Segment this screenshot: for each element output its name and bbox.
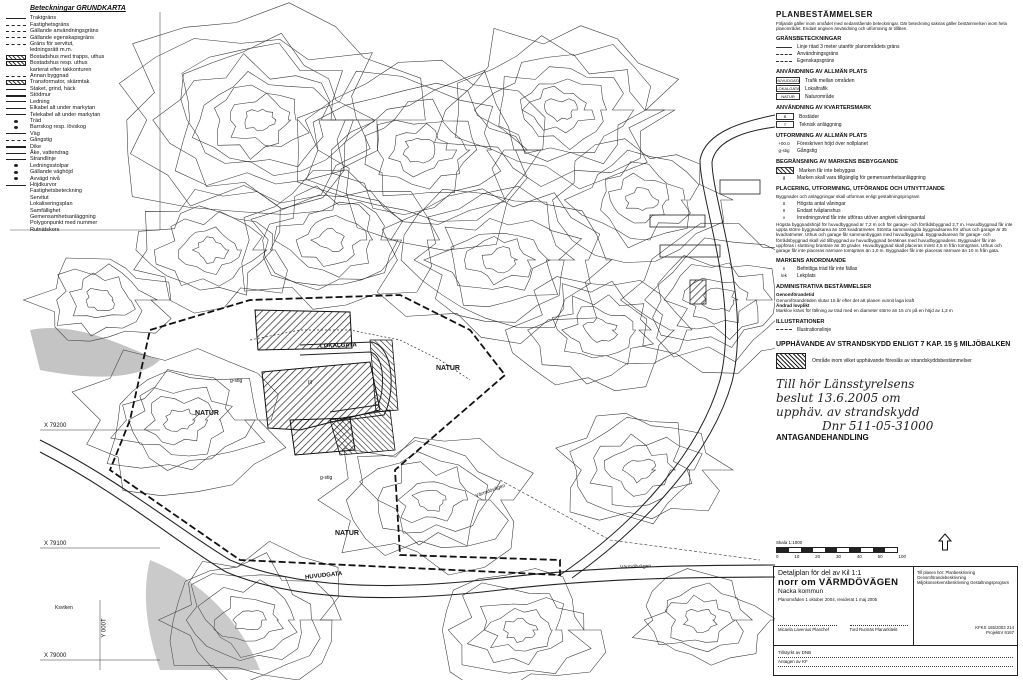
approval-kf: Antagen av KF bbox=[778, 658, 1013, 667]
label-ksvtken: Ksvtken bbox=[55, 605, 73, 611]
legend-label: Gräns för servitut, bbox=[30, 41, 74, 48]
contour-line bbox=[623, 459, 656, 483]
label-varmdovagen-2: Värmdövägen bbox=[474, 482, 507, 500]
legend-label: Avvägd nivå bbox=[30, 175, 60, 182]
label-varmdovagen: Värmdövägen bbox=[619, 563, 652, 571]
legend-label: Gällande egenskapsgräns bbox=[30, 34, 94, 41]
legend-item: g-stig Gångstig bbox=[778, 148, 818, 155]
antagandehandling-label: ANTAGANDEHANDLING bbox=[776, 433, 869, 443]
contour-line bbox=[144, 396, 212, 445]
contour-line bbox=[154, 211, 267, 286]
legend-label: Gällande väghöjd bbox=[30, 169, 73, 176]
contour-line bbox=[107, 371, 265, 470]
scale-tick-label: 40 bbox=[856, 554, 862, 559]
legend-item: Egenskapsgräns bbox=[776, 58, 1014, 64]
legend-label: Åke, vattendrag bbox=[30, 149, 69, 156]
contour-line bbox=[70, 273, 136, 318]
strandskydd-legend bbox=[776, 353, 1014, 369]
legend-label: Träd bbox=[30, 117, 42, 124]
legend-symbol-icon bbox=[6, 99, 26, 104]
signature-planarkitekt: Tord Runnäs Planarkitekt bbox=[850, 625, 909, 632]
label-huvudgata: HUVUDGATA bbox=[304, 571, 343, 581]
contour-line bbox=[346, 441, 508, 556]
handwritten-note: Till hör Länsstyrelsens beslut 13.6.2005 om upphäv. av strandskydd Dnr 511-05-31000 bbox=[776, 377, 934, 434]
legend-label: Barrskog resp. lövskog bbox=[30, 124, 86, 131]
contour-line bbox=[119, 39, 372, 207]
scale-bar bbox=[776, 540, 936, 559]
legend-symbol-icon bbox=[6, 176, 26, 181]
project-number: Projektnr 9167 bbox=[986, 630, 1014, 635]
label-natur-1: NATUR bbox=[436, 365, 460, 372]
legend-item: g Marken skall vara tillgänglig för gemensamhetsanläggning bbox=[782, 175, 926, 182]
legend-symbol-icon bbox=[6, 131, 26, 136]
contour-line bbox=[544, 99, 577, 122]
scale-tick-label: 30 bbox=[835, 554, 841, 559]
admin-sub-2: Ändrad lovplikt bbox=[776, 303, 810, 309]
legend-label: Staket, grind, häck bbox=[30, 85, 76, 92]
label-building-storeys: III bbox=[308, 380, 313, 386]
legend-label: Traktgräns bbox=[30, 15, 57, 22]
label-coord-y: Y 000T bbox=[101, 618, 108, 638]
scale-tick-label: 50 bbox=[877, 554, 883, 559]
contour-line bbox=[448, 583, 591, 674]
legend-item: n Befintliga träd får inte fällas bbox=[782, 266, 858, 273]
strandskydd-desc: Område inom vilket upphävande föreslås av strandskyddsbestämmelser bbox=[812, 358, 972, 365]
use-boundary-icon bbox=[776, 54, 792, 55]
contour-line bbox=[467, 598, 563, 665]
section-markens-anordnande: MARKENS ANORDNANDE bbox=[776, 258, 847, 265]
legend-label: Ledningsstolpar bbox=[30, 162, 69, 169]
legend-symbol-icon bbox=[6, 35, 26, 40]
legend-label: Rutnätskors bbox=[30, 226, 60, 233]
contour-line bbox=[360, 452, 488, 546]
base-map-legend-rows bbox=[6, 15, 156, 233]
signatures bbox=[778, 625, 908, 632]
label-coord-x79200: X 79200 bbox=[44, 423, 67, 429]
label-lokalgata: LOKALGATA bbox=[319, 342, 357, 350]
panel-intro: Följande gäller inom området med nedanstående beteckningar. Där beteckning saknas gäller bestämmelsen inom hela planområdet. Endast angiven användning och utformning är tillåten. bbox=[776, 21, 1007, 32]
legend-item: LOKALGATA Lokaltrafik bbox=[776, 85, 828, 92]
legend-label: Strandlinje bbox=[30, 156, 56, 163]
contour-line bbox=[465, 236, 536, 285]
legend-label: Gemensamhetsanläggning bbox=[30, 214, 96, 220]
placering-text: Högsta byggnadshöjd för huvudbyggnad är 7,2 m och för garage- och förrådsbyggnad 2,7 m. Huvudbyggnad får inte uppta större byggnadsarea än 100 kvadratmeter. Största sammanlagda byggnadsarea för uthus och garage är 35 kvadratmeter. Uthus och garage får sammanbyggas med huvudbyggnad. Byggnadsarean för garage- och förrådsbyggnad skall vid tillbyggnad av huvudbyggnad beräknas med huvudbyggnadens. Byggnader får inte uppföras i sluttning brantare än 30 grader. Huvudbyggnad skall placeras minst 4,5 m från tomtgräns. Uthus och garage får inte placeras närmare tomtgräns än 1,0 m. Byggnader får inte placeras närmare än 10 m från gata. bbox=[776, 221, 1013, 254]
base-map-legend-row bbox=[6, 227, 156, 233]
contour-line bbox=[242, 170, 440, 309]
contour-line bbox=[263, 186, 398, 290]
legend-label: Telekabel alt under markytan bbox=[30, 111, 101, 118]
contour-line bbox=[313, 83, 527, 224]
contour-line bbox=[435, 26, 679, 187]
legend-item: lek Lekplats bbox=[781, 273, 816, 280]
legend-label: Gällande användningsgräns bbox=[30, 28, 99, 35]
contour-line bbox=[564, 150, 699, 248]
legend-label: Dike bbox=[30, 143, 42, 150]
section-gransbeteckningar: GRÄNSBETECKNINGAR bbox=[776, 36, 842, 43]
admin-text-1: Genomförandetiden slutar 15 år efter det att planen vunnit laga kraft bbox=[776, 297, 915, 303]
legend-symbol-icon bbox=[6, 106, 26, 111]
legend-item: +00.0 Föreskriven höjd över nollplanet bbox=[778, 141, 868, 148]
legend-item: II Högsta antal våningar bbox=[782, 200, 846, 207]
legend-item: T Teknisk anläggning bbox=[776, 121, 1014, 128]
illustration-line-icon bbox=[776, 329, 792, 330]
legend-symbol-icon bbox=[6, 112, 26, 117]
title-block-approvals bbox=[774, 645, 1017, 675]
title-block bbox=[773, 566, 1018, 676]
contour-line bbox=[424, 218, 575, 306]
legend-item: v Inredningsvind får inte utföras utöver angivet våningsantal bbox=[782, 214, 926, 221]
section-administrativa: ADMINISTRATIVA BESTÄMMELSER bbox=[776, 284, 872, 291]
contour-line bbox=[684, 609, 718, 632]
contour-line bbox=[57, 264, 158, 336]
plan-title-line1: Detaljplan för del av Kil 1:1 bbox=[778, 570, 862, 577]
admin-sub-1: Genomförandetid bbox=[776, 292, 815, 298]
legend-item: HUVUDGATA Trafik mellan områden bbox=[775, 77, 855, 84]
scale-tick-label: 0 bbox=[776, 554, 779, 559]
contour-line bbox=[403, 138, 435, 163]
plan-title-line2: norr om VÄRMDÖVÄGEN bbox=[778, 577, 899, 588]
contour-line bbox=[311, 229, 345, 252]
contour-line bbox=[401, 189, 600, 328]
base-map-legend bbox=[6, 5, 156, 233]
legend-item: Användningsgräns bbox=[776, 51, 1014, 57]
contour-line bbox=[552, 295, 653, 365]
legend-label: ledningsrätt m.m. bbox=[30, 47, 73, 54]
legend-symbol-icon bbox=[6, 157, 26, 162]
plan-municipality: Nacka kommun bbox=[778, 588, 824, 595]
contour-line bbox=[305, 60, 545, 250]
legend-symbol-icon bbox=[6, 87, 26, 92]
scale-bar-graphic bbox=[776, 547, 898, 553]
contour-line bbox=[192, 237, 228, 264]
legend-symbol-icon bbox=[6, 55, 26, 60]
legend-symbol-icon bbox=[6, 170, 26, 175]
legend-label: Polygonpunkt med nummer bbox=[30, 220, 98, 227]
legend-label: Transformator, skärmtak bbox=[30, 79, 90, 86]
scale-tick-label: 100 bbox=[898, 554, 906, 559]
legend-label: Fastighetsbeteckning bbox=[30, 188, 82, 195]
strandskydd-hatch-icon bbox=[776, 353, 806, 369]
contour-line bbox=[163, 409, 197, 431]
legend-symbol-icon bbox=[6, 183, 26, 188]
label-natur-3: NATUR bbox=[335, 530, 359, 537]
label-coord-x79100: X 79100 bbox=[44, 541, 67, 547]
legend-item: II Endast tvåplanshus bbox=[782, 207, 841, 214]
contour-line bbox=[230, 93, 290, 147]
legend-symbol-icon bbox=[6, 119, 26, 124]
contour-line bbox=[179, 227, 242, 275]
legend-label: Ledning bbox=[30, 98, 50, 105]
legend-label: Gångstig bbox=[30, 137, 53, 144]
contour-line bbox=[86, 288, 114, 310]
contour-line bbox=[127, 3, 426, 215]
legend-symbol-icon bbox=[6, 93, 26, 98]
section-begransning: BEGRÄNSNING AV MARKENS BEBYGGANDE bbox=[776, 159, 899, 166]
case-numbers bbox=[919, 625, 1014, 635]
legend-symbol-icon bbox=[6, 23, 26, 28]
section-allman-plats: ANVÄNDNING AV ALLMÄN PLATS bbox=[776, 69, 868, 76]
base-map-legend-title: Beteckningar GRUNDKARTA bbox=[30, 5, 126, 12]
legend-symbol-icon bbox=[6, 138, 26, 143]
contour-line bbox=[129, 387, 233, 456]
legend-symbol-icon bbox=[6, 74, 26, 79]
contour-line bbox=[604, 445, 675, 496]
legend-label: Samfällighet bbox=[30, 207, 61, 214]
contour-line bbox=[520, 79, 606, 150]
contour-line bbox=[609, 173, 669, 223]
label-natur-2: NATUR bbox=[195, 410, 219, 417]
legend-item: B Bostäder bbox=[776, 113, 1014, 120]
contour-line bbox=[664, 263, 772, 340]
title-block-main bbox=[774, 567, 914, 645]
legend-label: karterat efter takkonturen bbox=[30, 66, 92, 73]
legend-symbol-icon bbox=[6, 163, 26, 168]
contour-line bbox=[153, 33, 375, 209]
scale-label: Skala 1:1000 bbox=[776, 540, 803, 545]
legend-item: NATUR Naturområde bbox=[776, 93, 1014, 100]
contour-line bbox=[644, 583, 752, 652]
contour-line bbox=[702, 288, 738, 311]
legend-item: Marken får inte bebyggas bbox=[776, 167, 1014, 174]
admin-text-2: Marklov krävs för fällning av träd med en diameter större än 15 cm på en höjd av 1,3 m bbox=[776, 308, 953, 314]
scale-ticks bbox=[776, 554, 906, 559]
contour-line bbox=[398, 482, 468, 523]
placering-sub: Byggnader och anläggningar skall utformas enligt gestaltningsprogram bbox=[776, 194, 920, 200]
legend-symbol-icon bbox=[6, 16, 26, 21]
legend-item: Illustrationslinje bbox=[776, 327, 1014, 333]
contour-line bbox=[192, 71, 336, 166]
legend-symbol-icon bbox=[6, 29, 26, 34]
contour-line bbox=[570, 417, 702, 524]
legend-symbol-icon bbox=[6, 151, 26, 156]
legend-symbol-icon bbox=[6, 80, 26, 85]
contour-line bbox=[245, 109, 276, 131]
legend-label: Stödmur bbox=[30, 92, 51, 99]
legend-label: Annan byggnad bbox=[30, 73, 69, 80]
contour-line bbox=[626, 188, 659, 211]
no-build-icon bbox=[776, 167, 794, 174]
contour-line bbox=[482, 247, 517, 273]
approval-dnb: Tillstyrkt av DNB bbox=[778, 649, 1013, 658]
contour-line bbox=[522, 86, 595, 133]
contour-line bbox=[505, 277, 692, 391]
section-kvartersmark: ANVÄNDNING AV KVARTERSMARK bbox=[776, 105, 872, 112]
contour-line bbox=[318, 438, 534, 575]
contour-line bbox=[474, 55, 646, 164]
contour-line bbox=[451, 234, 550, 291]
contour-line bbox=[414, 193, 581, 322]
plan-dates: Planområden 1 oktober 2004, reviderat 1 maj 2005 bbox=[778, 597, 878, 602]
legend-label: Servitut bbox=[30, 194, 49, 201]
legend-label: Bostadshus resp. uthus bbox=[30, 60, 88, 67]
legend-label: Elkabel alt under markytan bbox=[30, 105, 96, 112]
contour-line bbox=[442, 569, 605, 680]
legend-label: Väg bbox=[30, 130, 40, 137]
contour-line bbox=[175, 43, 375, 186]
boundary-line-icon bbox=[776, 47, 792, 48]
label-coord-x79000: X 79000 bbox=[44, 653, 67, 659]
contour-line bbox=[389, 123, 457, 177]
contour-line bbox=[296, 216, 367, 267]
legend-label: Höjdkurvor bbox=[30, 181, 57, 188]
legend-label: Fastighetsgräns bbox=[30, 21, 70, 28]
signature-planchef: Micaela Lavenius Planchef bbox=[778, 625, 837, 632]
legend-symbol-icon bbox=[6, 125, 26, 130]
label-g-stig-1: g-stig bbox=[230, 378, 243, 384]
title-block-attachments: Till planen hör: Planbeskrivning Genomförandebeskrivning Miljökonsekvensbeskrivning Gestaltningsprogram bbox=[917, 570, 1009, 585]
contour-line bbox=[233, 611, 266, 630]
contour-line bbox=[665, 595, 735, 642]
strandskydd-heading: UPPHÄVANDE AV STRANDSKYDD ENLIGT 7 KAP. 15 § MILJÖBALKEN bbox=[776, 340, 1011, 348]
scale-tick-label: 20 bbox=[815, 554, 821, 559]
legend-label: Lokaliseringsplan bbox=[30, 201, 73, 208]
north-arrow-icon bbox=[938, 533, 952, 551]
section-placering: PLACERING, UTFORMNING, UTFÖRANDE OCH UTNYTTJANDE bbox=[776, 186, 945, 193]
scale-tick-label: 10 bbox=[794, 554, 800, 559]
label-g-stig-2: g-stig bbox=[320, 475, 333, 481]
contour-line bbox=[583, 318, 618, 343]
contour-line bbox=[601, 162, 691, 240]
property-boundary-icon bbox=[776, 61, 792, 62]
legend-symbol-icon bbox=[6, 144, 26, 149]
contour-line bbox=[504, 618, 538, 642]
panel-title: PLANBESTÄMMELSER bbox=[776, 10, 873, 19]
contour-line bbox=[456, 36, 665, 189]
legend-symbol-icon bbox=[6, 42, 26, 47]
contour-line bbox=[412, 491, 446, 512]
contour-line bbox=[331, 90, 501, 215]
legend-item: Linje ritad 3 meter utanför planområdets gräns bbox=[776, 44, 1014, 50]
kfks-number: KFKS 165/2003 214 bbox=[975, 625, 1014, 630]
legend-symbol-icon bbox=[6, 61, 26, 66]
legend-label: Bostadshus med trapps, uthus bbox=[30, 53, 105, 60]
contour-line bbox=[365, 99, 477, 196]
section-illustrationer: ILLUSTRATIONER bbox=[776, 318, 825, 325]
contour-line bbox=[214, 85, 309, 159]
section-utformning: UTFORMNING AV ALLMÄN PLATS bbox=[776, 133, 868, 140]
contour-line bbox=[484, 608, 552, 651]
